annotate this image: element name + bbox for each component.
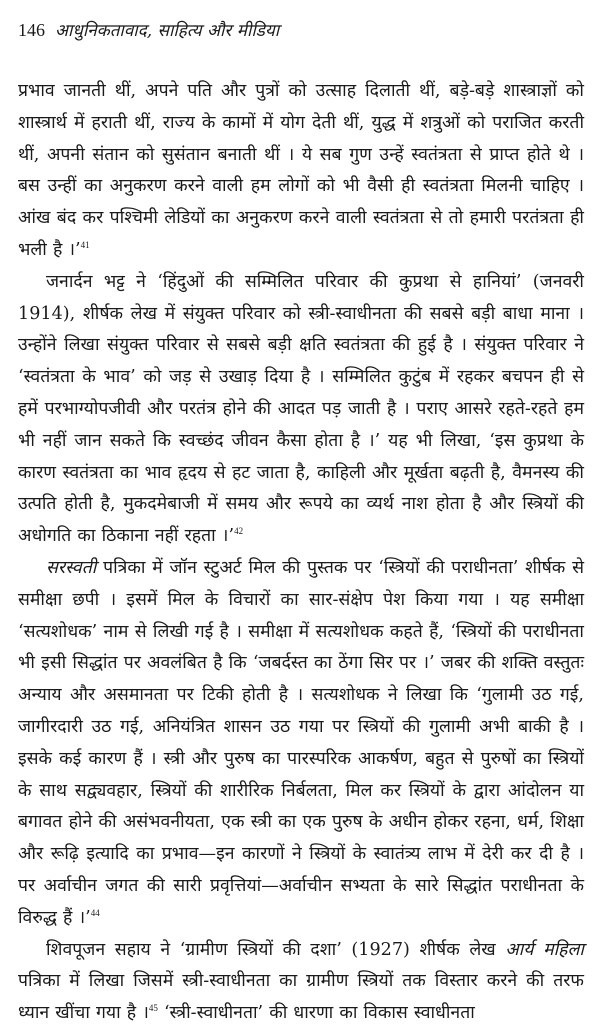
paragraph-text: ‘स्त्री-स्वाधीनता’ की धारणा का विकास स्वाधीनता [157, 1003, 475, 1024]
footnote-marker: 44 [90, 907, 100, 918]
footnote-marker: 42 [234, 526, 244, 537]
page-header [18, 18, 584, 52]
paragraph-text: पत्रिका में जॉन स्टुअर्ट मिल की पुस्तक पर ‘स्त्रियों की पराधीनता’ शीर्षक से समीक्षा छपी । इसमें मिल के विचारों का सार-संक्षेप पेश किया गया । यह समीक्षा ‘सत्यशोधक’ नाम से लिखी गई है । समीक्षा में सत्यशोधक कहते हैं, ‘स्त्रियों की पराधीनता भी इसी सिद्धांत पर अवलंबित है कि ‘जबर्दस्त का ठेंगा सिर पर ।’ जबर की शक्ति वस्तुतः अन्याय और असमानता पर टिकी होती है । सत्यशोधक ने लिखा कि ‘गुलामी उठ गई, जागीरदारी उठ गई, अनियंत्रित शासन उठ गया पर स्त्रियों की गुलामी अभी बाकी है । इसके कई कारण हैं । स्त्री और पुरुष का पारस्परिक आकर्षण, बहुत से पुरुषों का स्त्रियों के साथ सद्व्यवहार, स्त्रियों की शारीरिक निर्बलता, मिल कर स्त्रियों के द्वारा आंदोलन या बगावत होने की असंभवनीयता, एक स्त्री का एक पुरुष के अधीन होकर रहना, धर्म, शिक्षा और रूढ़ि इत्यादि का प्रभाव—इन कारणों ने स्त्रियों के स्वातंत्र्य लाभ में देरी कर दी है । पर अर्वाचीन जगत की सारी प्रवृत्तियां—अर्वाचीन सभ्यता के सारे सिद्धांत पराधीनता के विरुद्ध हैं ।’ [18, 557, 584, 928]
paragraph-shivpujan-sahay [18, 935, 584, 1030]
footnote-marker: 41 [80, 240, 90, 251]
paragraph-saraswati [18, 553, 584, 935]
running-title: आधुनिकतावाद, साहित्य और मीडिया [55, 21, 280, 41]
paragraph-continuation [18, 76, 584, 267]
paragraph-text: जनार्दन भट्ट ने ‘हिंदुओं की सम्मिलित परिवार की कुप्रथा से हानियां’ (जनवरी 1914), शीर्षक लेख में संयुक्त परिवार को स्त्री-स्वाधीनता की सबसे बड़ी बाधा माना । उन्होंने लिखा संयुक्त परिवार से सबसे बड़ी क्षति स्वतंत्रता की हुई है । संयुक्त परिवार ने ‘स्वतंत्रता के भाव’ को जड़ से उखाड़ दिया है । सम्मिलित कुटुंब में रहकर बचपन ही से हमें परभाग्योपजीवी और परतंत्र होने की आदत पड़ जाती है । पराए आसरे रहते-रहते हम भी नहीं जान सकते कि स्वच्छंद जीवन कैसा होता है ।’ यह भी लिखा, ‘इस कुप्रथा के कारण स्वतंत्रता का भाव हृदय से हट जाता है, काहिली और मूर्खता बढ़ती है, वैमनस्य की उत्पति होती है, मुकदमेबाजी में समय और रूपये का व्यर्थ नाश होता है और स्त्रियों की अधोगति का ठिकाना नहीं रहता ।’ [18, 271, 584, 547]
paragraph-text: पत्रिका में लिखा जिसमें स्त्री-स्वाधीनता का ग्रामीण स्त्रियों तक विस्तार करने की तरफ ध्यान खींचा गया है । [18, 971, 584, 1024]
footnote-marker: 45 [148, 1003, 158, 1014]
page-number: 146 [18, 20, 45, 40]
paragraph-text: प्रभाव जानती थीं, अपने पति और पुत्रों को उत्साह दिलाती थीं, बड़े-बड़े शास्त्राज्ञों को शास्त्रार्थ में हराती थीं, राज्य के कामों में योग देती थीं, युद्ध में शत्रुओं को पराजित करती थीं, अपनी संतान को सुसंतान बनाती थीं । ये सब गुण उन्हें स्वतंत्रता से प्राप्त होते थे । बस उन्हीं का अनुकरण करने वाली हम लोगों को भी वैसी ही स्वतंत्रता मिलनी चाहिए । आंख बंद कर पश्चिमी लेडियों का अनुकरण करने वाली स्वतंत्रता से तो हमारी परतंत्रता ही भली है ।’ [18, 81, 584, 260]
magazine-title: सरस्वती [46, 557, 97, 578]
paragraph-text: शिवपूजन सहाय ने ‘ग्रामीण स्त्रियों की दशा’ (1927) शीर्षक लेख [46, 939, 506, 960]
paragraph-janardan-bhatt [18, 267, 584, 553]
magazine-title: आर्य महिला [505, 939, 584, 960]
body-text [18, 76, 584, 1030]
